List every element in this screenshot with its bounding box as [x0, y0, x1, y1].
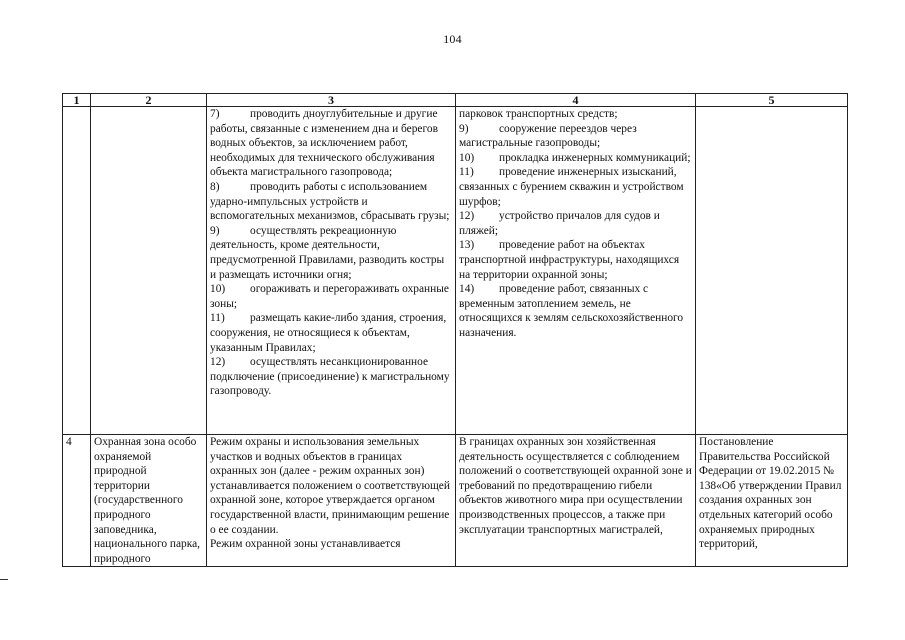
table-row: [63, 435, 848, 567]
permitted-lead-text: парковок транспортных средств;: [459, 108, 618, 120]
cell-number-empty: [63, 107, 91, 435]
permitted-item-number: 10): [459, 151, 475, 164]
cell-legal-basis-empty: [696, 107, 848, 435]
column-header: 3: [207, 94, 456, 107]
row-number: 4: [63, 435, 91, 567]
page-bottom-area: [0, 568, 905, 640]
regime-paragraph-2: Режим охранной зоны устанавливается: [210, 538, 401, 551]
prohibition-item-text: проводить работы с использованием ударно-импульсных устройств и вспомогательных механизмов, сбрасывать грузы;: [210, 180, 450, 223]
permitted-item: [459, 238, 692, 282]
prohibition-item: [210, 355, 452, 399]
permitted-item: [459, 151, 692, 166]
permitted-item: [459, 122, 692, 151]
prohibition-item: [210, 224, 452, 282]
table-row-continued: [63, 107, 848, 435]
permitted-item: [459, 165, 692, 209]
prohibition-item-text: осуществлять несанкционированное подключение (присоединение) к магистральному газопроводу.: [210, 356, 450, 398]
permitted-item: [459, 282, 692, 340]
permitted-item-text: проведение работ на объектах транспортной инфраструктуры, находящихся на территории охранной зоны;: [459, 239, 680, 281]
permitted-item-number: 14): [459, 283, 475, 296]
permitted-item-text: проведение инженерных изысканий, связанных с бурением скважин и устройством шурфов;: [459, 166, 684, 208]
prohibition-item: [210, 180, 452, 224]
margin-mark: [0, 579, 8, 580]
prohibition-item-text: проводить дноуглубительные и другие работы, связанные с изменением дна и берегов водных объектов, за исключением работ, необходимых для технического обслуживания объекта магистрального газопровода;: [210, 108, 438, 179]
permitted-list: [459, 122, 692, 341]
regulation-table: [62, 93, 848, 567]
prohibition-item-number: 8): [210, 180, 220, 193]
cell-legal-basis: Постановление Правительства Российской Федерации от 19.02.2015 № 138«Об утверждении Правил создания охранных зон отдельных категорий особо охраняемых природных территорий,: [696, 435, 848, 567]
prohibition-item-text: осуществлять рекреационную деятельность, кроме деятельности, предусмотренной Правилами, разводить костры и размещать источники огня;: [210, 224, 445, 281]
permitted-item-text: проведение работ, связанных с временным затоплением земель, не относящихся к землям сельскохозяйственного назначения.: [459, 283, 684, 339]
prohibition-item: [210, 282, 452, 311]
column-header: 5: [696, 94, 848, 107]
page-number: 104: [443, 32, 462, 46]
table-header-row: [63, 94, 848, 107]
prohibition-item-text: размещать какие-либо здания, строения, сооружения, не относящиеся к объектам, указанным Правилах;: [210, 312, 447, 354]
cell-permitted-activities: [456, 107, 696, 435]
cell-zone-name-empty: [91, 107, 207, 435]
prohibition-item-number: 11): [210, 312, 225, 325]
regime-paragraph-1: Режим охраны и использования земельных участков и водных объектов в границах охранных зон (далее - режим охранных зон) устанавливается положением о соответствующей охранной зоне, которое утверждается органом государственной власти, принимающим решение о ее создании.: [210, 436, 450, 536]
prohibition-item-number: 12): [210, 356, 226, 369]
permitted-item-number: 9): [459, 122, 469, 135]
permitted-item-number: 11): [459, 166, 474, 179]
prohibition-item: [210, 107, 452, 180]
column-header: 2: [91, 94, 207, 107]
cell-zone-name: Охранная зона особо охраняемой природной территории (государственного природного заповедника, национального парка, природного: [91, 435, 207, 567]
permitted-item-text: прокладка инженерных коммуникаций;: [499, 151, 691, 164]
cell-prohibitions: [207, 107, 456, 435]
permitted-item-text: сооружение переездов через магистральные газопроводы;: [459, 122, 637, 150]
cell-activity-requirements: В границах охранных зон хозяйственная деятельность осуществляется с соблюдением положений о соответствующей охранной зоне и требований по предотвращению гибели объектов животного мира при осуществлении производственных процессов, а также при эксплуатации транспортных магистралей,: [456, 435, 696, 567]
permitted-item-number: 13): [459, 239, 475, 252]
prohibitions-list: [210, 107, 452, 399]
prohibition-item-number: 10): [210, 283, 226, 296]
permitted-item-number: 12): [459, 210, 475, 223]
permitted-item: [459, 209, 692, 238]
column-header: 4: [456, 94, 696, 107]
cell-regime: [207, 435, 456, 567]
permitted-item-text: устройство причалов для судов и пляжей;: [459, 210, 660, 237]
prohibition-item-number: 7): [210, 108, 220, 120]
column-header: 1: [63, 94, 91, 107]
prohibition-item-number: 9): [210, 224, 220, 237]
prohibition-item: [210, 311, 452, 355]
prohibition-item-text: огораживать и перегораживать охранные зоны;: [210, 283, 449, 310]
